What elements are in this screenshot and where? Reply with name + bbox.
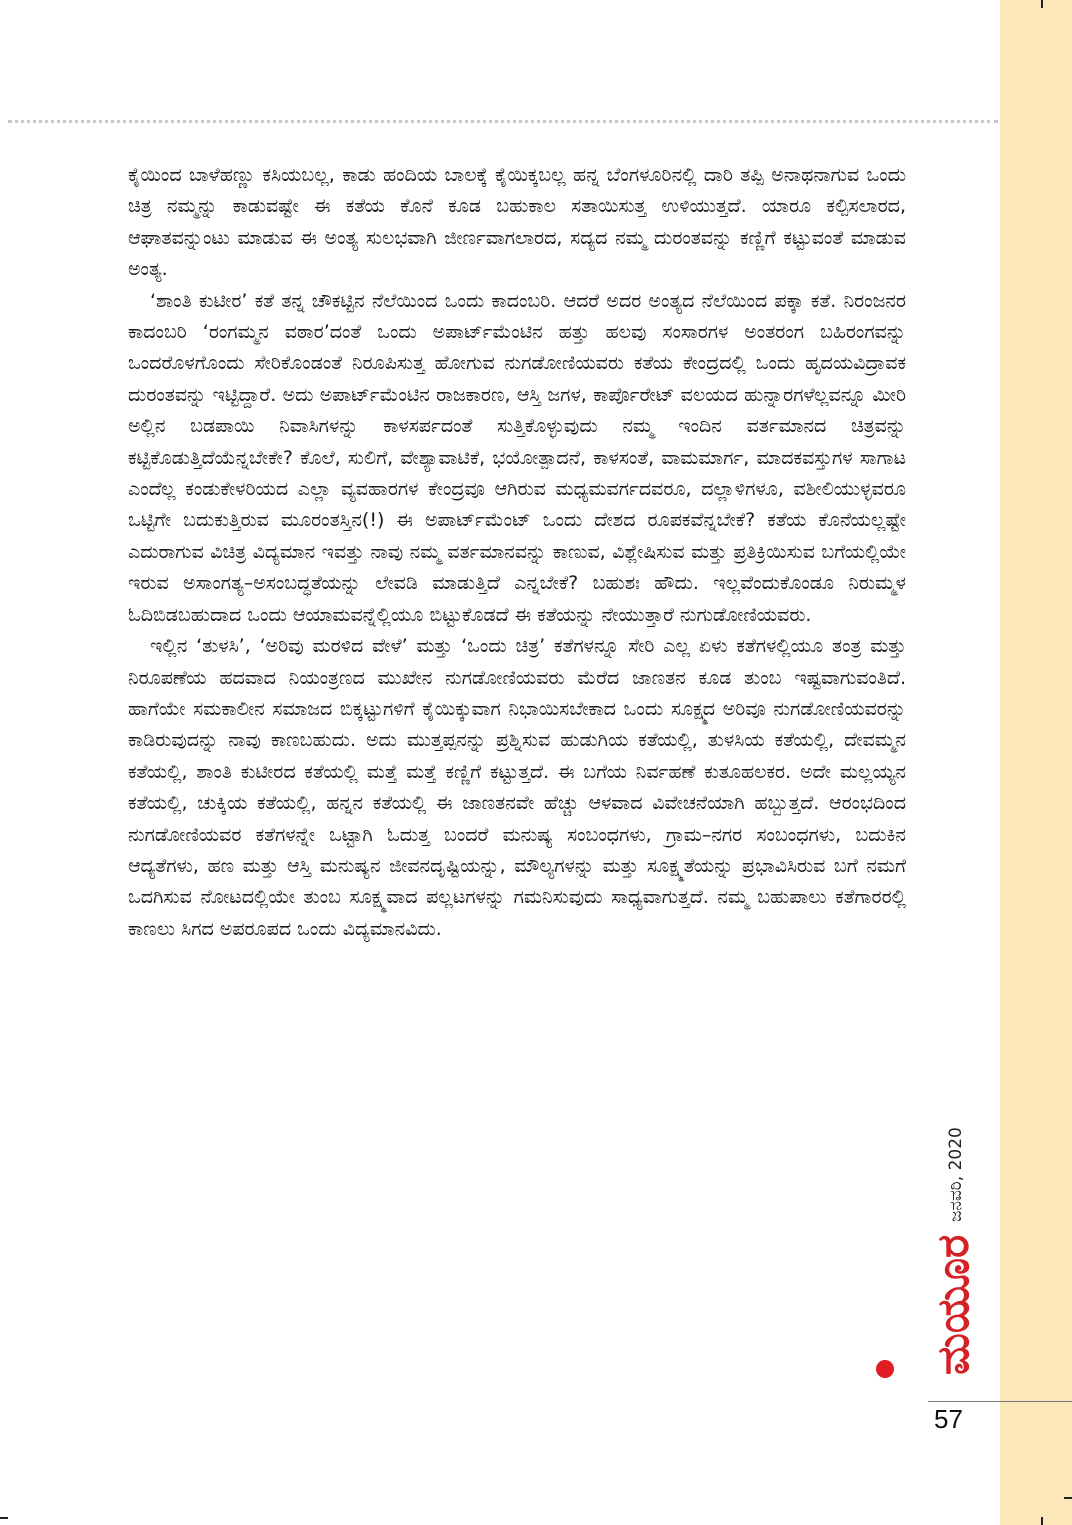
folio-rule xyxy=(928,1401,1072,1402)
crop-mark-top xyxy=(1041,0,1043,8)
issue-date: ಜನವರಿ, 2020 xyxy=(946,1127,966,1222)
side-color-band xyxy=(1000,0,1072,1525)
article-body xyxy=(128,160,906,945)
paragraph-2: ‘ಶಾಂತಿ ಕುಟೀರ’ ಕತೆ ತನ್ನ ಚೌಕಟ್ಟಿನ ನೆಲೆಯಿಂದ ಒಂದು ಕಾದಂಬರಿ. ಆದರೆ ಅದರ ಅಂತ್ಯದ ನೆಲೆಯಿಂದ ಪಕ್ಕಾ ಕತೆ. ನಿರಂಜನರ ಕಾದಂಬರಿ ‘ರಂಗಮ್ಮನ ವಠಾರ’ದಂತೆ ಒಂದು ಅಪಾರ್ಟ್‌ಮೆಂಟಿನ ಹತ್ತು ಹಲವು ಸಂಸಾರಗಳ ಅಂತರಂಗ ಬಹಿರಂಗವನ್ನು ಒಂದರೊಳಗೊಂದು ಸೇರಿಕೊಂಡಂತೆ ನಿರೂಪಿಸುತ್ತ ಹೋಗುವ ನುಗಡೋಣಿಯವರು ಕತೆಯ ಕೇಂದ್ರದಲ್ಲಿ ಒಂದು ಹೃದಯವಿದ್ರಾವಕ ದುರಂತವನ್ನು ಇಟ್ಟಿದ್ದಾರೆ. ಅದು ಅಪಾರ್ಟ್‌ಮೆಂಟಿನ ರಾಜಕಾರಣ, ಆಸ್ತಿ ಜಗಳ, ಕಾರ್ಪೊರೇಟ್ ವಲಯದ ಹುನ್ನಾರಗಳೆಲ್ಲವನ್ನೂ ಮೀರಿ ಅಲ್ಲಿನ ಬಡಪಾಯಿ ನಿವಾಸಿಗಳನ್ನು ಕಾಳಸರ್ಪದಂತೆ ಸುತ್ತಿಕೊಳ್ಳುವುದು ನಮ್ಮ ಇಂದಿನ ವರ್ತಮಾನದ ಚಿತ್ರವನ್ನು ಕಟ್ಟಿಕೊಡುತ್ತಿದೆಯೆನ್ನಬೇಕೇ? ಕೊಲೆ, ಸುಲಿಗೆ, ವೇಶ್ಯಾವಾಟಿಕೆ, ಭಯೋತ್ಪಾದನೆ, ಕಾಳಸಂತೆ, ವಾಮಮಾರ್ಗ, ಮಾದಕವಸ್ತುಗಳ ಸಾಗಾಟ ಎಂದೆಲ್ಲ ಕಂಡುಕೇಳರಿಯದ ಎಲ್ಲಾ ವ್ಯವಹಾರಗಳ ಕೇಂದ್ರವೂ ಆಗಿರುವ ಮಧ್ಯಮವರ್ಗದವರೂ, ದಲ್ಲಾಳಿಗಳೂ, ವಶೀಲಿಯುಳ್ಳವರೂ ಒಟ್ಟಿಗೇ ಬದುಕುತ್ತಿರುವ ಮೂರಂತಸ್ತಿನ(!) ಈ ಅಪಾರ್ಟ್‌ಮೆಂಟ್ ಒಂದು ದೇಶದ ರೂಪಕವೆನ್ನಬೇಕೆ? ಕತೆಯ ಕೊನೆಯಲ್ಲಷ್ಟೇ ಎದುರಾಗುವ ವಿಚಿತ್ರ ವಿದ್ಯಮಾನ ಇವತ್ತು ನಾವು ನಮ್ಮ ವರ್ತಮಾನವನ್ನು ಕಾಣುವ, ವಿಶ್ಲೇಷಿಸುವ ಮತ್ತು ಪ್ರತಿಕ್ರಿಯಿಸುವ ಬಗೆಯಲ್ಲಿಯೇ ಇರುವ ಅಸಾಂಗತ್ಯ–ಅಸಂಬದ್ಧತೆಯನ್ನು ಲೇವಡಿ ಮಾಡುತ್ತಿದೆ ಎನ್ನಬೇಕೆ? ಬಹುಶಃ ಹೌದು. ಇಲ್ಲವೆಂದುಕೊಂಡೂ ನಿರುಮ್ಮಳ ಓದಿಬಿಡಬಹುದಾದ ಒಂದು ಆಯಾಮವನ್ನೆಲ್ಲಿಯೂ ಬಿಟ್ಟುಕೊಡದೆ ಈ ಕತೆಯನ್ನು ನೇಯುತ್ತಾರೆ ನುಗುಡೋಣಿಯವರು. xyxy=(128,289,906,626)
crop-mark-left xyxy=(0,1517,8,1519)
header-dotted-rule xyxy=(8,120,998,123)
magazine-masthead: ಮಯೂರ xyxy=(928,1234,979,1375)
paragraph-1: ಕೈಯಿಂದ ಬಾಳೆಹಣ್ಣು ಕಸಿಯಬಲ್ಲ, ಕಾಡು ಹಂದಿಯ ಬಾಲಕ್ಕೆ ಕೈಯಿಕ್ಕಬಲ್ಲ ಹನ್ನ ಬೆಂಗಳೂರಿನಲ್ಲಿ ದಾರಿ ತಪ್ಪಿ ಅನಾಥನಾಗುವ ಒಂದು ಚಿತ್ರ ನಮ್ಮನ್ನು ಕಾಡುವಷ್ಟೇ ಈ ಕತೆಯ ಕೊನೆ ಕೂಡ ಬಹುಕಾಲ ಸತಾಯಿಸುತ್ತ ಉಳಿಯುತ್ತದೆ. ಯಾರೂ ಕಲ್ಪಿಸಲಾರದ, ಆಘಾತವನ್ನುಂಟು ಮಾಡುವ ಈ ಅಂತ್ಯ ಸುಲಭವಾಗಿ ಜೀರ್ಣವಾಗಲಾರದ, ಸದ್ಯದ ನಮ್ಮ ದುರಂತವನ್ನು ಕಣ್ಣಿಗೆ ಕಟ್ಟುವಂತೆ ಮಾಡುವ ಅಂತ್ಯ. xyxy=(128,164,906,281)
crop-mark-bottom xyxy=(1041,1517,1043,1525)
article-end-dot-icon xyxy=(876,1360,894,1378)
page-number: 57 xyxy=(934,1404,963,1434)
crop-mark-right xyxy=(1064,1497,1072,1499)
paragraph-3: ಇಲ್ಲಿನ ‘ತುಳಸಿ’, ‘ಅರಿವು ಮರಳಿದ ವೇಳೆ’ ಮತ್ತು ‘ಒಂದು ಚಿತ್ರ’ ಕತೆಗಳನ್ನೂ ಸೇರಿ ಎಲ್ಲ ಏಳು ಕತೆಗಳಲ್ಲಿಯೂ ತಂತ್ರ ಮತ್ತು ನಿರೂಪಣೆಯ ಹದವಾದ ನಿಯಂತ್ರಣದ ಮುಖೇನ ನುಗಡೋಣಿಯವರು ಮೆರೆದ ಜಾಣತನ ಕೂಡ ತುಂಬ ಇಷ್ಟವಾಗುವಂತಿದೆ. ಹಾಗೆಯೇ ಸಮಕಾಲೀನ ಸಮಾಜದ ಬಿಕ್ಕಟ್ಟುಗಳಿಗೆ ಕೈಯಿಕ್ಕುವಾಗ ನಿಭಾಯಿಸಬೇಕಾದ ಒಂದು ಸೂಕ್ಷ್ಮದ ಅರಿವೂ ನುಗಡೋಣಿಯವರನ್ನು ಕಾಡಿರುವುದನ್ನು ನಾವು ಕಾಣಬಹುದು. ಅದು ಮುತ್ತಪ್ಪನನ್ನು ಪ್ರಶ್ನಿಸುವ ಹುಡುಗಿಯ ಕತೆಯಲ್ಲಿ, ತುಳಸಿಯ ಕತೆಯಲ್ಲಿ, ದೇವಮ್ಮನ ಕತೆಯಲ್ಲಿ, ಶಾಂತಿ ಕುಟೀರದ ಕತೆಯಲ್ಲಿ ಮತ್ತೆ ಮತ್ತೆ ಕಣ್ಣಿಗೆ ಕಟ್ಟುತ್ತದೆ. ಈ ಬಗೆಯ ನಿರ್ವಹಣೆ ಕುತೂಹಲಕರ. ಅದೇ ಮಲ್ಲಯ್ಯನ ಕತೆಯಲ್ಲಿ, ಚುಕ್ಕಿಯ ಕತೆಯಲ್ಲಿ, ಹನ್ನನ ಕತೆಯಲ್ಲಿ ಈ ಜಾಣತನವೇ ಹೆಚ್ಚು ಆಳವಾದ ವಿವೇಚನೆಯಾಗಿ ಹಬ್ಬುತ್ತದೆ. ಆರಂಭದಿಂದ ನುಗಡೋಣಿಯವರ ಕತೆಗಳನ್ನೇ ಒಟ್ಟಾಗಿ ಓದುತ್ತ ಬಂದರೆ ಮನುಷ್ಯ ಸಂಬಂಧಗಳು, ಗ್ರಾಮ–ನಗರ ಸಂಬಂಧಗಳು, ಬದುಕಿನ ಆದ್ಯತೆಗಳು, ಹಣ ಮತ್ತು ಆಸ್ತಿ ಮನುಷ್ಯನ ಜೀವನದೃಷ್ಟಿಯನ್ನು, ಮೌಲ್ಯಗಳನ್ನು ಮತ್ತು ಸೂಕ್ಷ್ಮತೆಯನ್ನು ಪ್ರಭಾವಿಸಿರುವ ಬಗೆ ನಮಗೆ ಒದಗಿಸುವ ನೋಟದಲ್ಲಿಯೇ ತುಂಬ ಸೂಕ್ಷ್ಮವಾದ ಪಲ್ಲಟಗಳನ್ನು ಗಮನಿಸುವುದು ಸಾಧ್ಯವಾಗುತ್ತದೆ. ನಮ್ಮ ಬಹುಪಾಲು ಕತೆಗಾರರಲ್ಲಿ ಕಾಣಲು ಸಿಗದ ಅಪರೂಪದ ಒಂದು ವಿದ್ಯಮಾನವಿದು. xyxy=(128,635,906,940)
